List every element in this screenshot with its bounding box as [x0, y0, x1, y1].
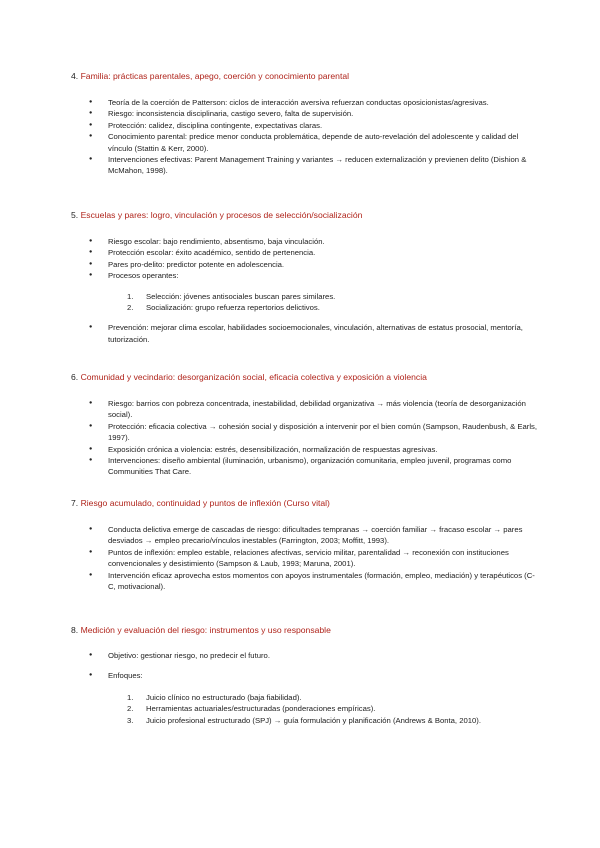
list-item: ● Procesos operantes:	[71, 270, 541, 281]
section-heading	[71, 498, 541, 509]
section-number: 6.	[71, 372, 79, 382]
numbered-item	[71, 703, 541, 714]
numbered-item	[71, 291, 541, 302]
bullet-list	[71, 650, 541, 661]
bullet-list	[71, 670, 541, 681]
section-7	[71, 498, 541, 592]
list-item: ● Conocimiento parental: predice menor conducta problemática, depende de auto-revelación del adolescente y calidad del vínculo (Stattin & Kerr, 2000).	[71, 131, 541, 154]
list-item: ● Intervenciones efectivas: Parent Management Training y variantes → reducen externalización y previenen delito (Dishion & McMahon, 1998).	[71, 154, 541, 177]
bullet-list	[71, 398, 541, 478]
section-title: Familia: prácticas parentales, apego, coerción y conocimiento parental	[80, 71, 350, 81]
list-item: ● Enfoques:	[71, 670, 541, 681]
bullet-list	[71, 236, 541, 282]
numbered-list	[71, 291, 541, 314]
section-number: 4.	[71, 71, 79, 81]
section-title: Medición y evaluación del riesgo: instrumentos y uso responsable	[80, 625, 331, 635]
list-item: ● Intervención eficaz aprovecha estos momentos con apoyos instrumentales (formación, empleo, mediación) y terapéuticos (C-C, motivacional).	[71, 570, 541, 593]
section-title: Comunidad y vecindario: desorganización social, eficacia colectiva y exposición a violencia	[80, 372, 427, 382]
list-item: ● Conducta delictiva emerge de cascadas de riesgo: dificultades tempranas → coerción familiar → fracaso escolar → pares desviados → empleo precario/vínculos inestables (Farrington, 2003; Moffitt, 1993).	[71, 524, 541, 547]
bullet-list	[71, 322, 541, 345]
numbered-item	[71, 302, 541, 313]
list-item: ● Prevención: mejorar clima escolar, habilidades socioemocionales, vinculación, alternativas de estatus prosocial, mentoría, tutorización.	[71, 322, 541, 345]
numbered-item	[71, 692, 541, 703]
item-text: Herramientas actuariales/estructuradas (ponderaciones empíricas).	[146, 704, 376, 714]
section-title: Escuelas y pares: logro, vinculación y procesos de selección/socialización	[80, 210, 363, 220]
item-number: 2.	[127, 303, 134, 313]
section-6	[71, 372, 541, 478]
item-text: Selección: jóvenes antisociales buscan pares similares.	[146, 291, 336, 301]
section-number: 5.	[71, 210, 79, 220]
section-title: Riesgo acumulado, continuidad y puntos de inflexión (Curso vital)	[80, 498, 330, 508]
section-heading	[71, 210, 541, 221]
bullet-list	[71, 97, 541, 177]
item-text: Juicio profesional estructurado (SPJ) → guía formulación y planificación (Andrews & Bonta, 2010).	[146, 715, 481, 725]
list-item: ● Protección: calidez, disciplina contingente, expectativas claras.	[71, 120, 541, 131]
list-item: ● Objetivo: gestionar riesgo, no predecir el futuro.	[71, 650, 541, 661]
list-item: ● Pares pro-delito: predictor potente en adolescencia.	[71, 259, 541, 270]
numbered-list	[71, 692, 541, 726]
list-item: ● Riesgo: barrios con pobreza concentrada, inestabilidad, debilidad organizativa → más violencia (teoría de desorganización social).	[71, 398, 541, 421]
section-4	[71, 71, 541, 177]
list-item: ● Protección escolar: éxito académico, sentido de pertenencia.	[71, 247, 541, 258]
section-heading	[71, 372, 541, 383]
list-item: ● Exposición crónica a violencia: estrés, desensibilización, normalización de respuestas agresivas.	[71, 444, 541, 455]
item-number: 1.	[127, 692, 134, 702]
section-5	[71, 210, 541, 345]
list-item: ● Puntos de inflexión: empleo estable, relaciones afectivas, servicio militar, parentalidad → reconexión con instituciones convencionales y desistimiento (Sampson & Laub, 1993; Maruna, 2001).	[71, 547, 541, 570]
item-text: Juicio clínico no estructurado (baja fiabilidad).	[146, 692, 302, 702]
numbered-item	[71, 715, 541, 726]
item-number: 3.	[127, 715, 134, 725]
section-heading	[71, 71, 541, 82]
list-item: ● Teoría de la coerción de Patterson: ciclos de interacción aversiva refuerzan conductas oposicionistas/agresivas.	[71, 97, 541, 108]
list-item: ● Riesgo: inconsistencia disciplinaria, castigo severo, falta de supervisión.	[71, 108, 541, 119]
item-number: 1.	[127, 291, 134, 301]
list-item: ● Protección: eficacia colectiva → cohesión social y disposición a intervenir por el bien común (Sampson, Raudenbush, & Earls, 1997).	[71, 421, 541, 444]
section-number: 8.	[71, 625, 79, 635]
item-number: 2.	[127, 704, 134, 714]
section-heading	[71, 625, 541, 636]
section-8	[71, 625, 541, 726]
bullet-list	[71, 524, 541, 592]
list-item: ● Intervenciones: diseño ambiental (iluminación, urbanismo), organización comunitaria, empleo juvenil, programas como Communities That Care.	[71, 455, 541, 478]
section-number: 7.	[71, 498, 79, 508]
item-text: Socialización: grupo refuerza repertorios delictivos.	[146, 303, 320, 313]
list-item: ● Riesgo escolar: bajo rendimiento, absentismo, baja vinculación.	[71, 236, 541, 247]
